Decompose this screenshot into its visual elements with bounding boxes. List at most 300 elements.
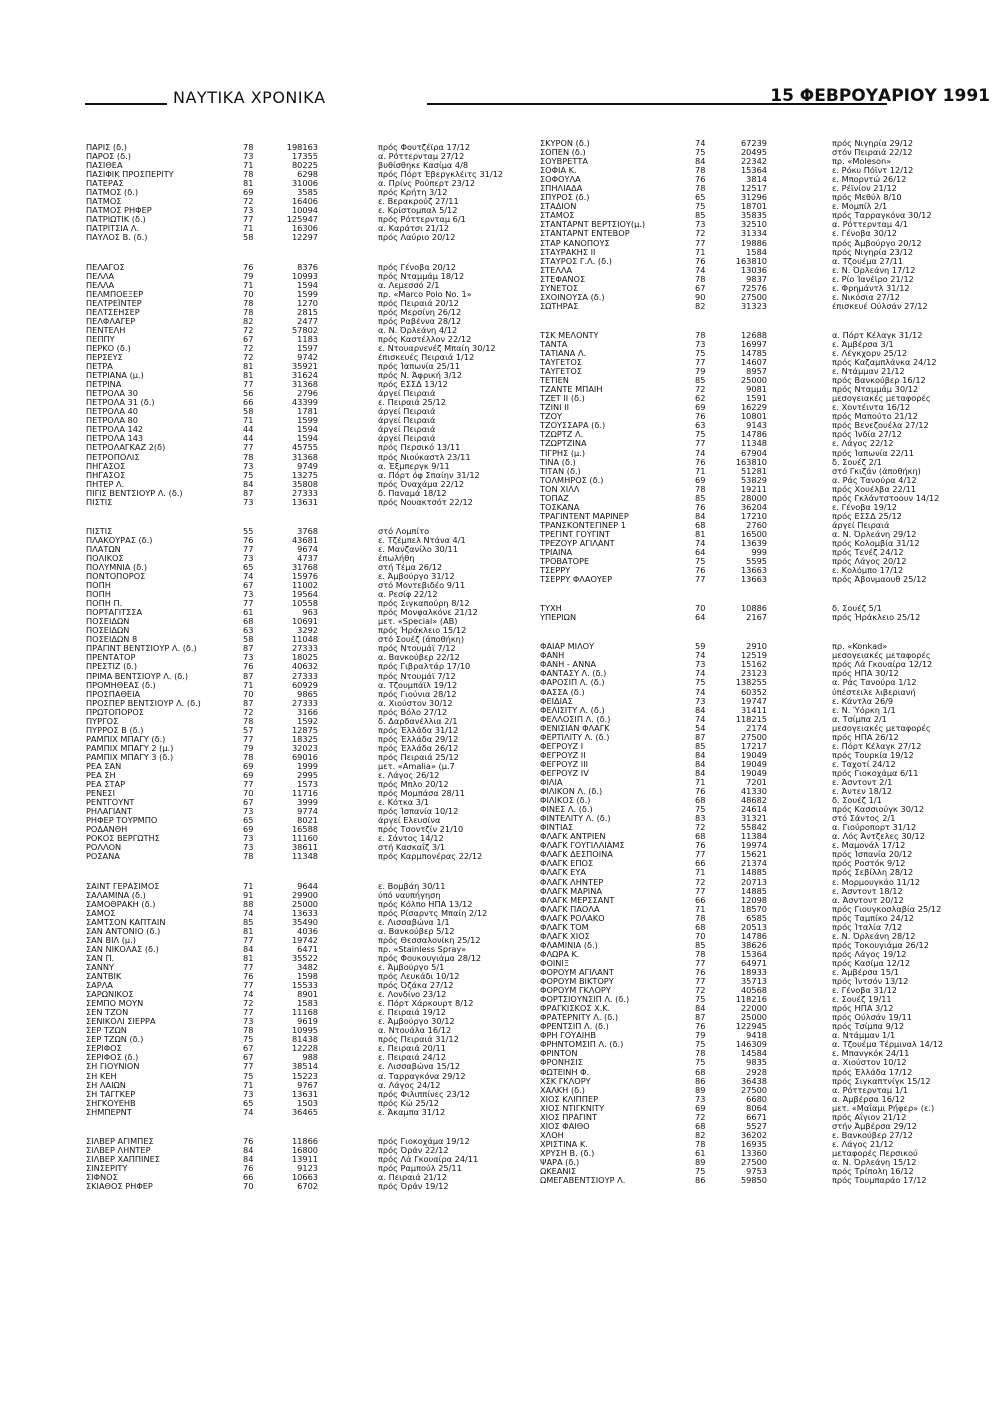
tonnage: 18025 [291,652,318,663]
ship-name: ΤΙΤΑΝ (δ.) [540,466,581,476]
ship-name: ΦΟΡΟΥΜ ΑΓΙΛΑΝΤ [540,967,614,977]
build-year: 84 [695,749,706,760]
build-year: 75 [695,1039,706,1050]
ship-status: ε. Κάντλα 26/9 [832,695,894,706]
ship-status: στόν Πειραιά 22/12 [832,147,913,158]
tonnage: 55842 [740,822,767,833]
ship-status: μετ. «Amalia» (μ.7 [378,761,455,771]
ship-name: ΧΑΛΚΗ (δ.) [540,1085,585,1095]
ship-status: πρός Όζάκα 27/12 [378,980,454,991]
ship-name: ΠΟΝΤΟΠΟΡΟΣ [86,572,146,582]
build-year: 78 [243,142,254,152]
ship-name: ΤΟΠΑΖ [540,493,569,503]
ship-status: πρός Τρίπολη 16/12 [832,1166,914,1177]
ship-status: πρός Καστέλλον 22/12 [378,333,472,344]
build-year: 76 [695,840,706,851]
ship-name: ΦΑΡΟΣΙΠ Λ. (δ.) [540,678,605,688]
build-year: 81 [243,370,254,381]
ship-name: ΣΑΡΛΑ [86,981,113,991]
tonnage: 10558 [291,598,318,609]
ship-name: ΣΟΠΕΝ (δ.) [540,148,586,158]
tonnage: 16229 [740,402,767,413]
ship-name: ΠΛΑΚΟΥΡΑΣ (δ.) [86,535,153,545]
build-year: 73 [695,1093,706,1104]
ship-name: ΤΙΓΡΗΣ (μ.) [540,448,586,458]
ship-name: ΤΡΕΓΙΝΤ ΓΟΥΓΙΝΤ [540,529,610,539]
build-year: 71 [243,415,254,426]
ship-name: ΦΑΝΤΑΣΥ Λ. (δ.) [540,669,607,679]
ship-status: δ. Σουέζ 2/1 [832,456,882,467]
tonnage: 163810 [735,456,767,467]
ship-status: ε. Βανκούβερ 27/12 [832,1129,913,1140]
ship-status: άργεί Πειραιά [378,424,436,435]
tonnage: 60352 [740,686,767,697]
ship-name: ΠΕΛΑΓΟΣ [86,262,125,272]
ship-status: πρός ΗΠΑ 30/12 [832,668,899,679]
build-year: 71 [695,777,706,787]
ship-name: ΦΡΕΝΤΣΙΠ Λ. (δ.) [540,1022,609,1032]
tonnage: 1599 [297,415,318,426]
tonnage: 3166 [297,706,318,717]
ship-name: ΠΑΤΡΙΩΤΙΚ (δ.) [86,215,146,225]
ship-name: ΤΡΙΑΙΝΑ [540,548,573,558]
tonnage: 22000 [740,1003,767,1014]
ship-status: πρός Τουρκία 19/12 [832,749,914,760]
build-year: 73 [243,1016,254,1027]
tonnage: 6585 [746,912,767,923]
build-year: 84 [695,156,706,167]
build-year: 75 [695,994,706,1005]
ship-name: ΣΤΕΛΛΑ [540,265,573,275]
ship-name: ΠΟΛΙΚΟΣ [86,553,124,563]
build-year: 73 [695,695,706,706]
tonnage: 1583 [297,998,318,1009]
ship-status: πρός Μεθύλ 8/10 [832,192,902,203]
ship-name: ΠΑΤΕΡΑΣ [86,179,124,189]
ship-name: ΣΑΡΩΝΙΚΟΣ [86,990,134,1000]
ship-status: πρός Έλλάδα 17/12 [832,1066,913,1077]
ship-status: ε. Άμβούργο 31/12 [378,571,455,582]
ship-name: ΣΙΝΣΕΡΙΤΥ [86,1163,128,1173]
tonnage: 14885 [740,867,767,878]
tonnage: 4737 [297,552,318,563]
issue-date: 15 ΦΕΒΡΟΥΑΡΙΟΥ 1991 [770,86,990,106]
build-year: 66 [695,894,706,905]
ship-status: α. Ν. Όρλεάνη 4/12 [378,324,458,335]
build-year: 72 [243,998,254,1009]
ship-name: ΧΙΟΣ ΦΑΙΘΟ [540,1121,590,1131]
tonnage: 18701 [740,201,767,212]
ship-name: ΣΗ ΤΑΓΓΚΕΡ [86,1089,136,1099]
ship-name: ΠΙΓΙΣ ΒΕΝΤΣΙΟΥΡ Λ. (δ.) [86,488,183,498]
tonnage: 13631 [291,496,318,507]
ship-status: πρός Πειραιά 25/12 [378,751,459,762]
ship-status: α. Ρεσίφ 22/12 [378,589,438,600]
tonnage: 11716 [291,788,318,799]
tonnage: 9767 [297,1079,318,1090]
tonnage: 25000 [740,375,767,386]
ship-status: πρός Ταρραγκόνα 30/12 [832,210,932,221]
build-year: 71 [243,679,254,690]
ship-status: στό Μοντεβιδέο 9/11 [378,580,466,591]
build-year: 81 [243,952,254,963]
ship-name: ΣΗ ΚΕΗ [86,1071,117,1081]
ship-name: ΠΑΣΙΘΕΑ [86,161,123,171]
ship-status: ε. Άντεν 18/12 [832,786,892,797]
ship-name: ΣΑΝ ΒΙΛ (μ.) [86,935,136,945]
tonnage: 1270 [297,297,318,308]
tonnage: 31624 [291,370,318,381]
ship-name: ΤΡΑΝΣΚΟΝΤΕΓΙΝΕΡ 1 [540,520,626,530]
ship-status: πρός Νιγηρία 23/12 [832,246,914,257]
ship-name: ΣΑΜΟΣ [86,908,116,918]
build-year: 76 [695,565,706,576]
ship-status: μετ. «Μαΐαμι Ρήφερ» (ε.) [832,1102,935,1113]
build-year: 74 [695,650,706,661]
build-year: 76 [243,261,254,272]
ship-status: πρός Σιγκαπτνίγκ 15/12 [832,1075,931,1086]
ship-name: ΣΑΝ Π. [86,953,115,963]
tonnage: 12517 [740,183,767,194]
ship-status: πρός Κρήτη 3/12 [378,187,448,198]
build-year: 78 [695,273,706,284]
ship-status: ε. Πειραιά 25/12 [378,397,446,408]
ship-status: ε. Λονδίνο 23/12 [378,989,447,1000]
ship-name: ΦΛΑΓΚ ΓΟΥΓΙΛΛΙΑΜΣ [540,841,625,851]
tonnage: 6298 [297,169,318,180]
tonnage: 2928 [746,1066,767,1077]
tonnage: 16997 [740,338,767,349]
tonnage: 3292 [297,625,318,636]
ship-name: ΠΟΣΕΙΔΩΝ [86,626,130,636]
ship-status: πρός Καζαμπλάνκα 24/12 [832,357,937,368]
ship-status: πρός Φιλιππίνες 23/12 [378,1088,471,1099]
build-year: 68 [695,519,706,530]
ship-name: ΦΟΡΟΥΜ ΒΙΚΤΟΡΥ [540,977,614,987]
ship-name: ΣΤΑΥΡΟΣ Γ.Λ. (δ.) [540,256,612,266]
tonnage: 7201 [746,777,767,787]
ship-name: ΠΗΓΑΣΟΣ [86,470,126,480]
ship-status: πρός Κασσιούγκ 30/12 [832,804,925,815]
ship-name: ΦΕΙΔΙΑΣ [540,696,573,706]
ship-name: ΣΤΑΥΡΑΚΗΣ ΙΙ [540,247,596,257]
ship-status: ε. Ντουαρνενέζ Μπαίη 30/12 [378,342,496,353]
tonnage: 1594 [297,424,318,435]
tonnage: 9837 [746,273,767,284]
ship-name: ΠΟΠΗ Π. [86,599,123,609]
build-year: 74 [243,907,254,918]
ship-status: α. Τζουμπάϊλ 19/12 [378,679,458,690]
ship-name: ΠΥΡΡΟΣ Β (δ.) [86,725,144,735]
ship-name: ΣΤΕΦΑΝΟΣ [540,274,586,284]
build-year: 78 [243,306,254,317]
ship-status: πρός Κώ 25/12 [378,1097,439,1108]
ship-name: ΠΑΤΜΟΣ (δ.) [86,188,139,198]
ship-status: δ. Δαρδανέλλια 2/1 [378,715,458,726]
build-year: 44 [243,433,254,444]
build-year: 78 [243,1025,254,1036]
ship-name: ΣΕΡΙΦΟΣ (δ.) [86,1053,139,1063]
ship-name: ΦΙΝΤΕΛΙΤΥ Λ. (δ.) [540,814,611,824]
build-year: 77 [695,574,706,585]
ship-name: ΦΕΛΙΣΙΤΥ Λ. (δ.) [540,705,605,715]
tonnage: 24614 [740,804,767,815]
build-year: 75 [695,1057,706,1068]
ship-name: ΣΑΝ ΑΝΤΟΝΙΟ (δ.) [86,926,161,936]
build-year: 77 [243,961,254,972]
ship-name: ΤΡΑΓΙΝΤΕΝΤ ΜΑΡΙΝΕΡ [540,511,629,521]
build-year: 86 [695,1075,706,1086]
tonnage: 1183 [297,333,318,344]
build-year: 75 [695,147,706,158]
ship-name: ΣΟΥΒΡΕΤΤΑ [540,157,588,167]
build-year: 76 [243,661,254,672]
tonnage: 31006 [291,178,318,189]
ship-name: ΤΑΥΓΕΤΟΣ [540,358,582,368]
build-year: 63 [695,420,706,431]
tonnage: 9123 [297,1162,318,1173]
tonnage: 9143 [746,420,767,431]
ship-name: ΤΑΤΙΑΝΑ Λ. [540,348,587,358]
tonnage: 36202 [740,1129,767,1140]
build-year: 84 [695,1003,706,1014]
ship-name: ΠΕΤΡΟΛΑΓΚΑΖ 2(δ) [86,443,166,453]
ship-status: πρός Ίαπωνία 25/11 [378,361,461,372]
ship-name: ΦΡΗΝΤΟΜΣΙΠ Λ. (δ.) [540,1040,624,1050]
tonnage: 16406 [291,196,318,207]
ship-name: ΠΑΡΙΣ (δ.) [86,143,127,152]
ship-status: α. Λάγος 24/12 [378,1079,441,1090]
ship-name: ΡΑΜΠΙΧ ΜΠΑΓΥ 2 (μ.) [86,743,174,753]
ship-name: ΠΕΛΛΑ [86,280,115,290]
ship-name: ΠΕΤΡΟΛΑ 143 [86,434,144,444]
ship-status: ε. Βερακρούζ 27/11 [378,196,459,207]
ship-status: πρός Ήράκλειο 25/12 [832,612,921,623]
build-year: 77 [243,543,254,554]
ship-status: άργεί Πειραιά [378,388,436,399]
ship-status: πρός Νουακτσότ 22/12 [378,496,473,507]
ship-status: πρός Μπλο 20/12 [378,779,449,790]
tonnage: 17210 [740,510,767,521]
ship-status: πρός Έλλάδα 31/12 [378,724,459,735]
ship-name: ΣΑΛΑΜΙΝΑ (δ.) [86,890,146,900]
build-year: 90 [695,291,706,302]
tonnage: 17217 [740,740,767,751]
ship-name: ΠΗΓΑΣΟΣ [86,461,126,471]
tonnage: 999 [751,547,767,558]
ship-status: ε. Μπανγκόκ 24/11 [832,1048,910,1059]
build-year: 75 [695,429,706,440]
ship-name: ΡΟΣΑΝΑ [86,852,120,862]
build-year: 71 [243,223,254,234]
ship-name: ΣΑΜΟΘΡΑΚΗ (δ.) [86,899,156,909]
ship-name: ΣΤΑΝΤΑΡΝΤ ΕΝΤΕΒΟΡ [540,229,630,239]
tonnage: 15533 [291,980,318,991]
ship-status: πρός ΗΠΑ 26/12 [832,731,899,742]
ship-status: πρός Λάγος 19/12 [832,948,907,959]
build-year: 77 [243,934,254,945]
build-year: 78 [695,483,706,494]
tonnage: 57802 [291,324,318,335]
ship-name: ΠΕΛΦΛΑΓΕΡ [86,316,136,326]
tonnage: 6471 [297,943,318,954]
ship-name: ΠΕΛΤΣΕΗΣΕΡ [86,307,140,317]
ship-status: πρός Γιοκοχάμα 19/12 [378,1135,470,1146]
ship-status: α. Χιούστον 10/12 [832,1057,907,1068]
build-year: 76 [695,174,706,185]
ship-name: ΣΕΜΠΟ ΜΟΥΝ [86,999,144,1009]
ship-status: ε. Άσντοντ 2/1 [832,777,893,787]
ship-status: ε. Ρόκυ Πόϊντ 12/12 [832,165,914,176]
tonnage: 31368 [291,379,318,390]
ship-name: ΨΑΡΑ (δ.) [540,1157,580,1167]
build-year: 78 [695,912,706,923]
ship-name: ΦΛΑΓΚ ΠΑΟΛΑ [540,904,600,914]
ship-name: ΦΙΛΙΚΟΝ Λ. (δ.) [540,787,603,797]
build-year: 75 [695,677,706,688]
ship-status: α. Ράς Τανούρα 1/12 [832,677,917,688]
build-year: 89 [695,1084,706,1095]
tonnage: 72576 [740,282,767,293]
tonnage: 13036 [740,264,767,275]
ship-status: πρός Βανκούβερ 16/12 [832,375,926,386]
tonnage: 36438 [740,1075,767,1086]
ship-status: πρός Ίταλία 7/12 [832,921,903,932]
ship-name: ΡΕΑ ΣΗ [86,771,116,781]
tonnage: 118216 [735,994,767,1005]
ship-name: ΠΡΟΣΠΑΘΕΙΑ [86,689,141,699]
ship-status: α. Βανκούβερ 22/12 [378,652,460,663]
build-year: 71 [243,160,254,171]
ship-name: ΠΕΛΜΠΟΕΞΕΡ [86,289,144,299]
tonnage: 12098 [740,894,767,905]
ship-name: ΠΕΡΚΟ (δ.) [86,343,131,353]
build-year: 77 [243,733,254,744]
tonnage: 1503 [297,1097,318,1108]
ship-status: πρός Γιβραλτάρ 17/10 [378,661,471,672]
build-year: 71 [243,279,254,290]
ship-name: ΤΖΙΝΙ ΙΙ [540,403,569,413]
tonnage: 9865 [297,688,318,699]
ship-name: ΠΡΑΓΙΝΤ ΒΕΝΤΣΙΟΥΡ Λ. (δ.) [86,644,197,654]
tonnage: 10993 [291,270,318,281]
ship-status: πρός Πόρτ Έβεργκλέιτς 31/12 [378,169,504,180]
tonnage: 19747 [740,695,767,706]
tonnage: 10663 [291,1171,318,1182]
build-year: 76 [695,255,706,266]
tonnage: 14607 [740,357,767,368]
ship-status: πρός Λαύριο 20/12 [378,232,456,243]
tonnage: 27333 [291,670,318,681]
ship-status: έπισκευέ Ούλσάν 27/12 [832,300,928,311]
tonnage: 13275 [291,469,318,480]
build-year: 69 [243,187,254,198]
ship-name: ΣΗ ΛΑΙΩΝ [86,1080,126,1090]
tonnage: 11348 [740,438,767,449]
build-year: 75 [695,1166,706,1177]
build-year: 78 [695,1048,706,1059]
ship-name: ΦΕΓΡΟΥΖ ΙV [540,768,589,778]
build-year: 81 [243,925,254,936]
ship-name: ΧΙΟΣ ΝΤΙΓΚΝΙΤΥ [540,1103,605,1113]
build-year: 75 [243,1034,254,1045]
ship-name: ΣΑΜΤΣΟΝ ΚΑΠΤΑΙΝ [86,917,166,927]
build-year: 74 [695,537,706,548]
ship-name: ΦΛΑΓΚ ΕΠΟΣ [540,859,594,869]
page-header [85,88,990,114]
tonnage: 14786 [740,429,767,440]
tonnage: 5595 [746,556,767,567]
tonnage: 10801 [740,411,767,422]
ship-status: πρός Μονφαλκόνε 21/12 [378,607,478,618]
tonnage: 53829 [740,474,767,485]
ship-status: ε. Ταχοτί 24/12 [832,758,896,769]
ship-status: ε. Σουέζ 19/11 [832,994,892,1005]
build-year: 73 [243,842,254,853]
ship-name: ΤΡΟΒΑΤΟΡΕ [540,557,590,567]
ship-name: ΠΟΠΗ [86,590,111,600]
ship-status: ύπό ναυπήγηση [378,889,441,900]
tonnage: 20713 [740,876,767,887]
tonnage: 16500 [740,528,767,539]
build-year: 82 [243,315,254,326]
tonnage: 9619 [297,1016,318,1027]
build-year: 77 [695,357,706,368]
build-year: 79 [695,366,706,377]
tonnage: 9644 [297,880,318,891]
tonnage: 125947 [286,214,318,225]
build-year: 71 [695,246,706,257]
ship-status: ε. Λισσαβώνα 15/12 [378,1061,461,1072]
tonnage: 15364 [740,165,767,176]
tonnage: 9674 [297,543,318,554]
ship-status: πρός ΕΣΣΔ 13/12 [378,379,448,390]
tonnage: 18325 [291,733,318,744]
ship-status: α. Βανκούβερ 5/12 [378,925,455,936]
ship-name: ΤΙΝΑ (δ.) [540,457,576,467]
build-year: 73 [243,806,254,817]
ship-name: ΦΙΛΙΚΟΣ (δ.) [540,796,591,806]
ship-status: πρός Γιούνια 28/12 [378,688,457,699]
tonnage: 20513 [740,921,767,932]
ship-name: ΧΡΙΣΤΙΝΑ Κ. [540,1139,588,1149]
ship-status: άργεί Πειραιά [378,433,436,444]
ship-status: πρός Έλλάδα 29/12 [378,733,459,744]
build-year: 76 [243,1162,254,1173]
tonnage: 27333 [291,697,318,708]
build-year: 84 [695,758,706,769]
ship-name: ΠΕΛΤΡΕΪΝΤΕΡ [86,298,142,308]
ship-name: ΠΟΣΕΙΔΩΝ 8 [86,635,138,645]
tonnage: 19211 [740,483,767,494]
ship-status: πρός Γιουγκοσλαβία 25/12 [832,903,942,914]
build-year: 58 [243,232,254,243]
ship-name: ΠΑΤΜΟΣ [86,197,122,207]
tonnage: 40568 [740,985,767,996]
ship-name: ΦΛΑΓΚ ΜΕΡΣΣΑΝΤ [540,895,615,905]
ship-name: ΦΙΝΕΣ Λ. (δ.) [540,805,593,815]
build-year: 67 [243,1052,254,1063]
ship-name: ΣΠΥΡΟΣ (δ.) [540,193,590,203]
tonnage: 12688 [740,329,767,340]
ship-status: στό Σουέζ (άποθήκη) [378,634,465,645]
tonnage: 20495 [740,147,767,158]
tonnage: 32023 [291,742,318,753]
build-year: 87 [695,1012,706,1023]
ship-status: ε. Άσντοντ 18/12 [832,885,903,896]
ship-name: ΦΛΑΜΙΝΙΑ (δ.) [540,940,598,950]
ship-status: ε. Τζέμπελ Ντάνα 4/1 [378,534,466,545]
